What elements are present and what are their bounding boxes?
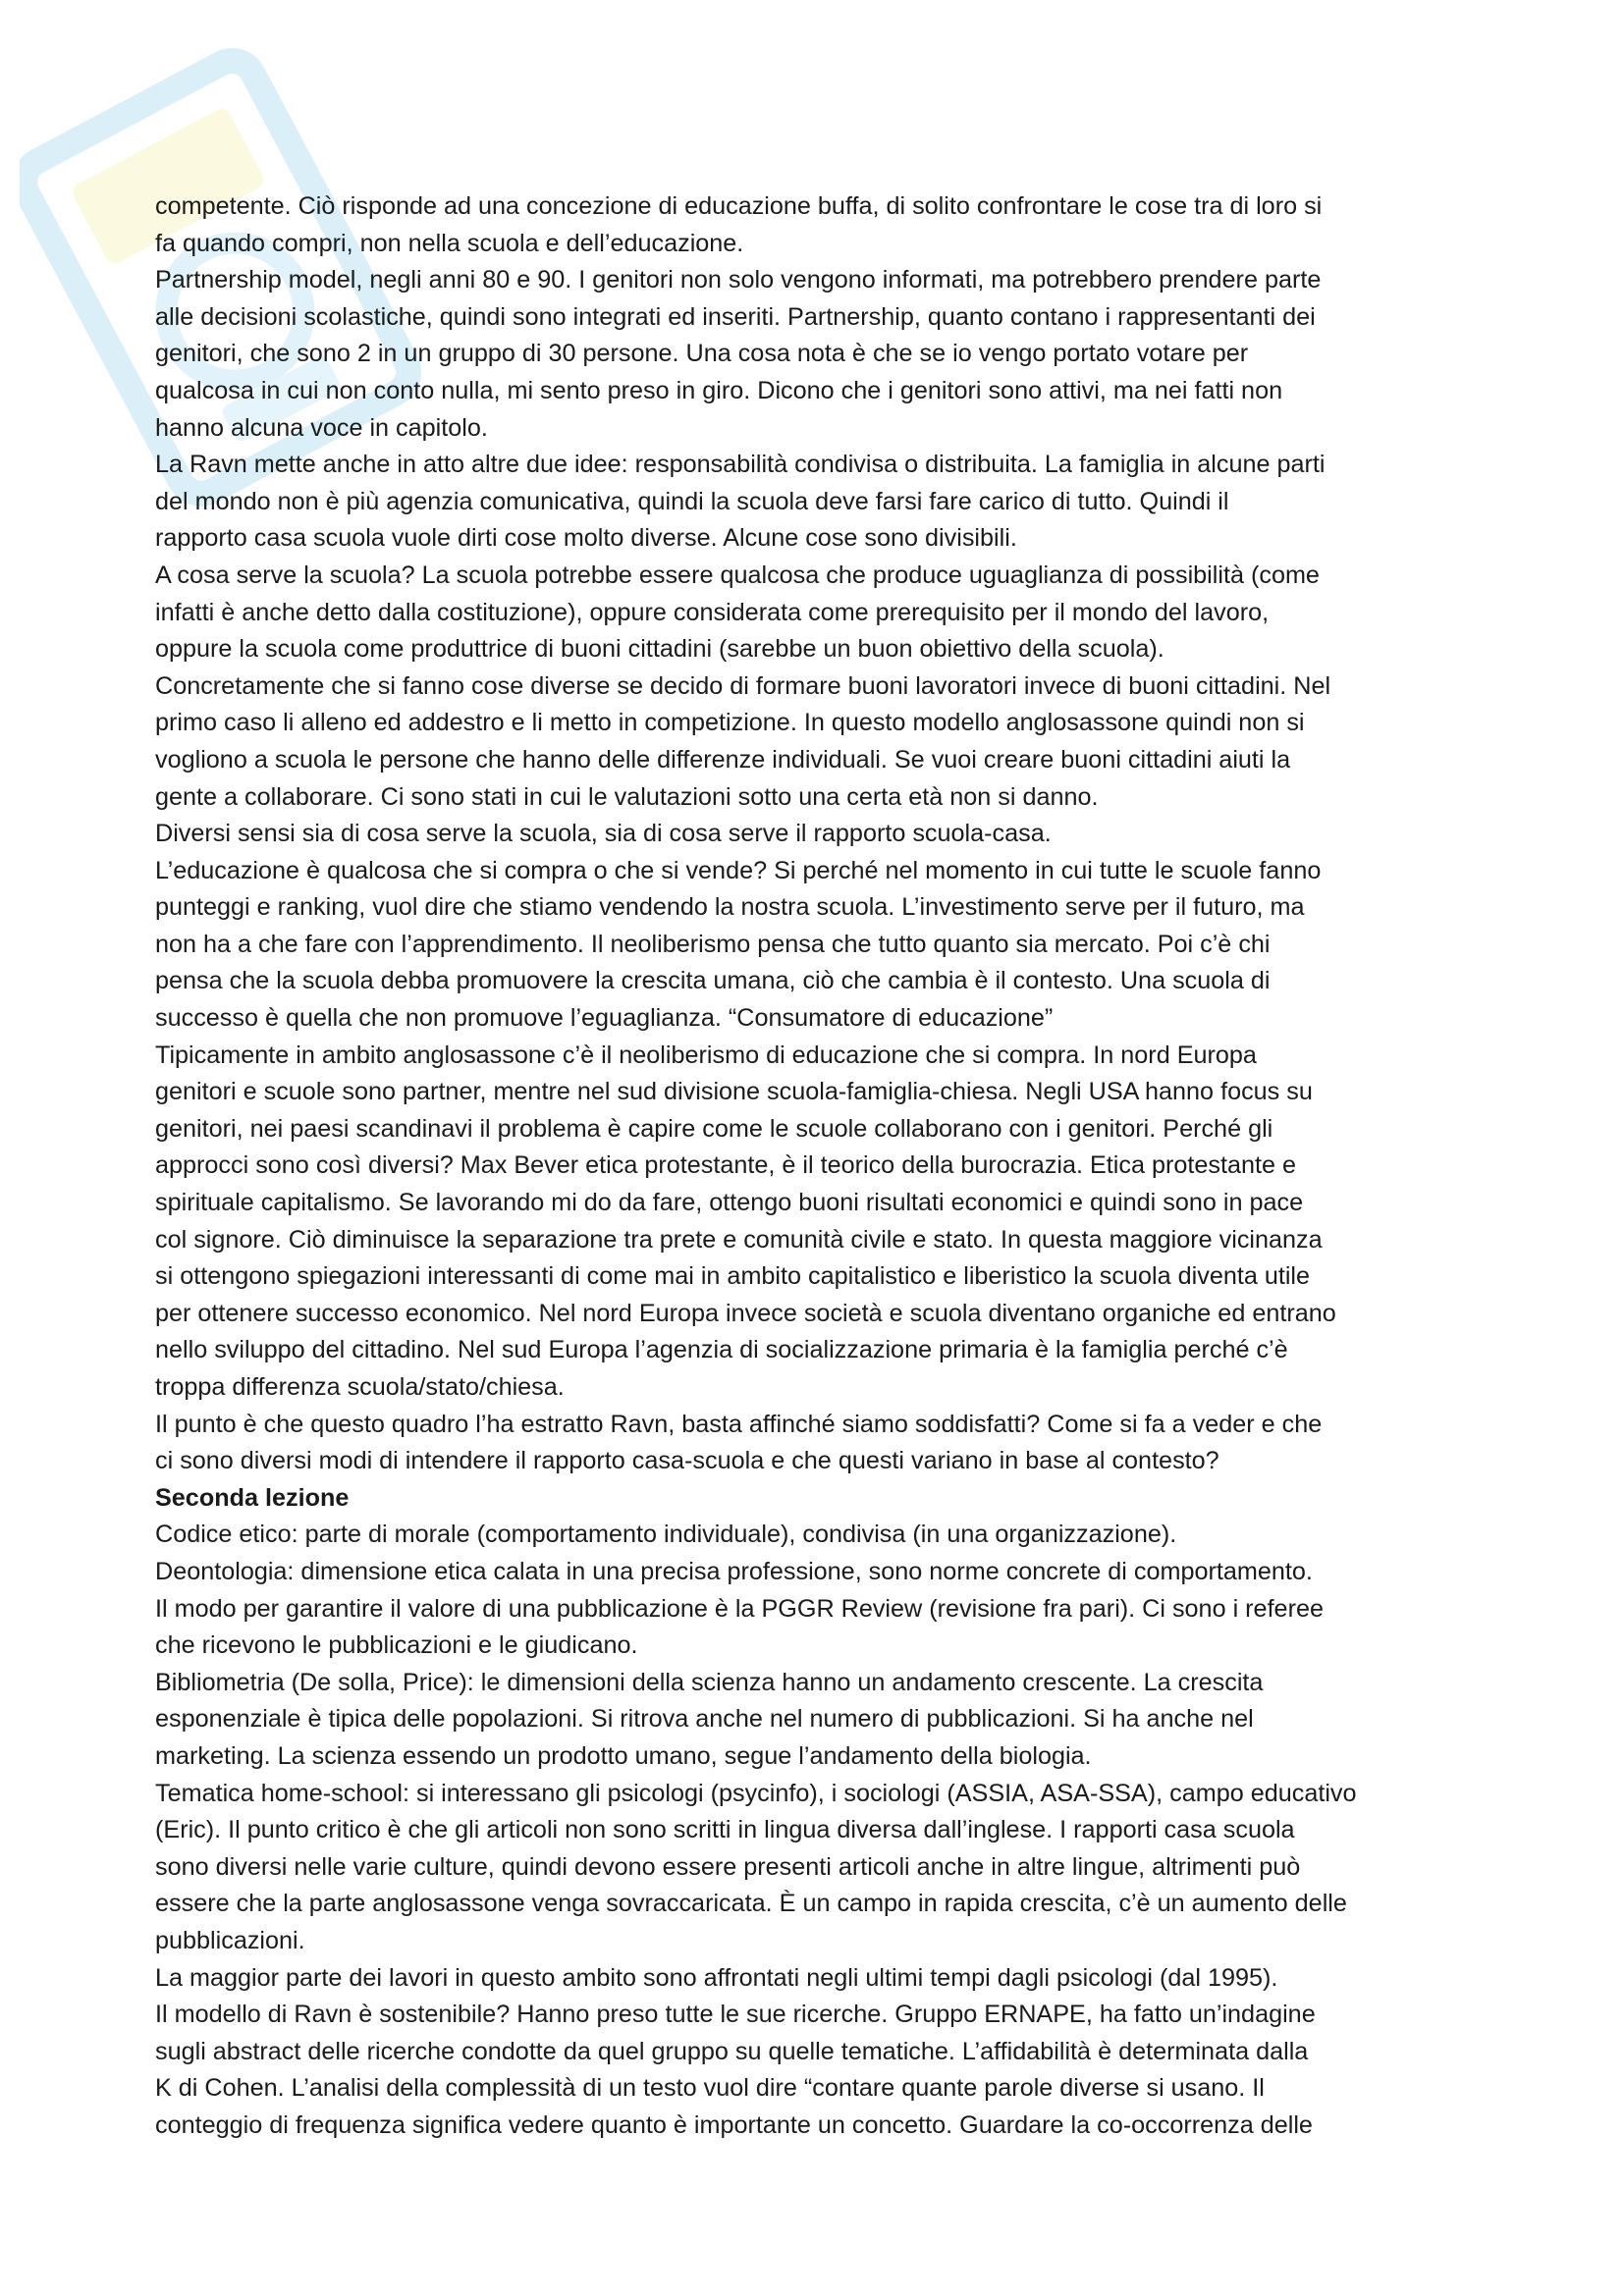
text-line: conteggio di frequenza significa vedere quanto è importante un concetto. Guardare la co-occorrenza delle <box>155 2110 1313 2139</box>
text-line: La maggior parte dei lavori in questo ambito sono affrontati negli ultimi tempi dagli psicologi (dal 1995). <box>155 1963 1278 1992</box>
text-line: genitori, nei paesi scandinavi il problema è capire come le scuole collaborano con i genitori. Perché gli <box>155 1114 1273 1143</box>
text-line: infatti è anche detto dalla costituzione), oppure considerata come prerequisito per il mondo del lavoro, <box>155 598 1270 626</box>
text-line: Il punto è che questo quadro l’ha estratto Ravn, basta affinché siamo soddisfatti? Come si fa a veder e che <box>155 1410 1323 1438</box>
text-line: rapporto casa scuola vuole dirti cose molto diverse. Alcune cose sono divisibili. <box>155 524 1017 553</box>
text-line: primo caso li alleno ed addestro e li metto in competizione. In questo modello anglosassone quindi non si <box>155 709 1305 737</box>
text-line: Il modello di Ravn è sostenibile? Hanno preso tutte le sue ricerche. Gruppo ERNAPE, ha fatto un’indagine <box>155 2001 1316 2029</box>
text-line: L’educazione è qualcosa che si compra o che si vende? Si perché nel momento in cui tutte le scuole fanno <box>155 856 1322 884</box>
text-line: competente. Ciò risponde ad una concezione di educazione buffa, di solito confrontare le cose tra di loro si <box>155 192 1323 220</box>
text-line: essere che la parte anglosassone venga sovraccaricata. È un campo in rapida crescita, c’è un aumento delle <box>155 1890 1347 1918</box>
text-line: pubblicazioni. <box>155 1926 305 1954</box>
text-line: Il modo per garantire il valore di una pubblicazione è la PGGR Review (revisione fra pari). Ci sono i referee <box>155 1594 1324 1623</box>
text-line: sugli abstract delle ricerche condotte da quel gruppo su quelle tematiche. L’affidabilità è determinata dalla <box>155 2037 1309 2065</box>
text-line: sono diversi nelle varie culture, quindi devono essere presenti articoli anche in altre lingue, altrimenti può <box>155 1852 1301 1881</box>
text-line: (Eric). Il punto critico è che gli articoli non sono scritti in lingua diversa dall’inglese. I rapporti casa scuola <box>155 1816 1295 1844</box>
text-line: punteggi e ranking, vuol dire che stiamo vendendo la nostra scuola. L’investimento serve per il futuro, ma <box>155 893 1305 922</box>
text-line: Partnership model, negli anni 80 e 90. I genitori non solo vengono informati, ma potrebbero prendere parte <box>155 266 1322 294</box>
text-line: hanno alcuna voce in capitolo. <box>155 413 488 442</box>
text-line: Tematica home-school: si interessano gli psicologi (psycinfo), i sociologi (ASSIA, ASA-SSA), campo educativo <box>155 1779 1357 1807</box>
text-line: fa quando compri, non nella scuola e dell’educazione. <box>155 229 744 257</box>
text-line: Codice etico: parte di morale (comportamento individuale), condivisa (in una organizzazione). <box>155 1521 1177 1549</box>
text-line: Tipicamente in ambito anglosassone c’è il neoliberismo di educazione che si compra. In nord Europa <box>155 1041 1257 1069</box>
text-line: pensa che la scuola debba promuovere la crescita umana, ciò che cambia è il contesto. Una scuola di <box>155 967 1271 995</box>
text-line: spirituale capitalismo. Se lavorando mi do da fare, ottengo buoni risultati economici e quindi sono in pace <box>155 1189 1304 1217</box>
text-line: Bibliometria (De solla, Price): le dimensioni della scienza hanno un andamento crescente. La crescita <box>155 1668 1264 1696</box>
text-line: genitori e scuole sono partner, mentre nel sud divisione scuola-famiglia-chiesa. Negli USA hanno focus su <box>155 1078 1313 1106</box>
text-line: Deontologia: dimensione etica calata in una precisa professione, sono norme concrete di comportamento. <box>155 1557 1313 1585</box>
text-line: troppa differenza scuola/stato/chiesa. <box>155 1373 565 1401</box>
text-line: oppure la scuola come produttrice di buoni cittadini (sarebbe un buon obiettivo della scuola). <box>155 635 1164 664</box>
text-line: che ricevono le pubblicazioni e le giudicano. <box>155 1631 638 1660</box>
text-line: ci sono diversi modi di intendere il rapporto casa-scuola e che questi variano in base al contesto? <box>155 1447 1219 1475</box>
text-line: esponenziale è tipica delle popolazioni. Si ritrova anche nel numero di pubblicazioni. Si ha anche nel <box>155 1705 1254 1734</box>
document-body <box>155 188 1471 2144</box>
text-line: qualcosa in cui non conto nulla, mi sento preso in giro. Dicono che i genitori sono attivi, ma nei fatti non <box>155 376 1283 404</box>
text-line: nello sviluppo del cittadino. Nel sud Europa l’agenzia di socializzazione primaria è la famiglia perché c’è <box>155 1336 1288 1364</box>
text-line: K di Cohen. L’analisi della complessità di un testo vuol dire “contare quante parole diverse si usano. Il <box>155 2074 1265 2103</box>
text-line: A cosa serve la scuola? La scuola potrebbe essere qualcosa che produce uguaglianza di possibilità (come <box>155 561 1320 589</box>
text-line: approcci sono così diversi? Max Bever etica protestante, è il teorico della burocrazia. Etica protestante e <box>155 1151 1297 1180</box>
text-line: La Ravn mette anche in atto altre due idee: responsabilità condivisa o distribuita. La famiglia in alcune parti <box>155 451 1326 479</box>
text-line: non ha a che fare con l’apprendimento. Il neoliberismo pensa che tutto quanto sia mercato. Poi c’è chi <box>155 930 1271 958</box>
text-line: successo è quella che non promuove l’eguaglianza. “Consumatore di educazione” <box>155 1004 1054 1033</box>
text-line: per ottenere successo economico. Nel nord Europa invece società e scuola diventano organiche ed entrano <box>155 1299 1336 1327</box>
text-line: alle decisioni scolastiche, quindi sono integrati ed inseriti. Partnership, quanto contano i rappresentanti dei <box>155 302 1316 331</box>
text-line: gente a collaborare. Ci sono stati in cui le valutazioni sotto una certa età non si danno. <box>155 782 1099 811</box>
text-line: marketing. La scienza essendo un prodotto umano, segue l’andamento della biologia. <box>155 1741 1092 1770</box>
section-heading: Seconda lezione <box>155 1483 350 1512</box>
text-line: col signore. Ciò diminuisce la separazione tra prete e comunità civile e stato. In questa maggiore vicinanza <box>155 1225 1323 1254</box>
text-line: vogliono a scuola le persone che hanno delle differenze individuali. Se vuoi creare buoni cittadini aiuti la <box>155 745 1291 774</box>
text-line: si ottengono spiegazioni interessanti di come mai in ambito capitalistico e liberistico la scuola diventa utile <box>155 1262 1311 1291</box>
text-line: Concretamente che si fanno cose diverse se decido di formare buoni lavoratori invece di buoni cittadini. Nel <box>155 671 1331 700</box>
text-line: genitori, che sono 2 in un gruppo di 30 persone. Una cosa nota è che se io vengo portato votare per <box>155 340 1249 368</box>
text-line: Diversi sensi sia di cosa serve la scuola, sia di cosa serve il rapporto scuola-casa. <box>155 820 1052 848</box>
text-line: del mondo non è più agenzia comunicativa, quindi la scuola deve farsi fare carico di tutto. Quindi il <box>155 487 1229 515</box>
